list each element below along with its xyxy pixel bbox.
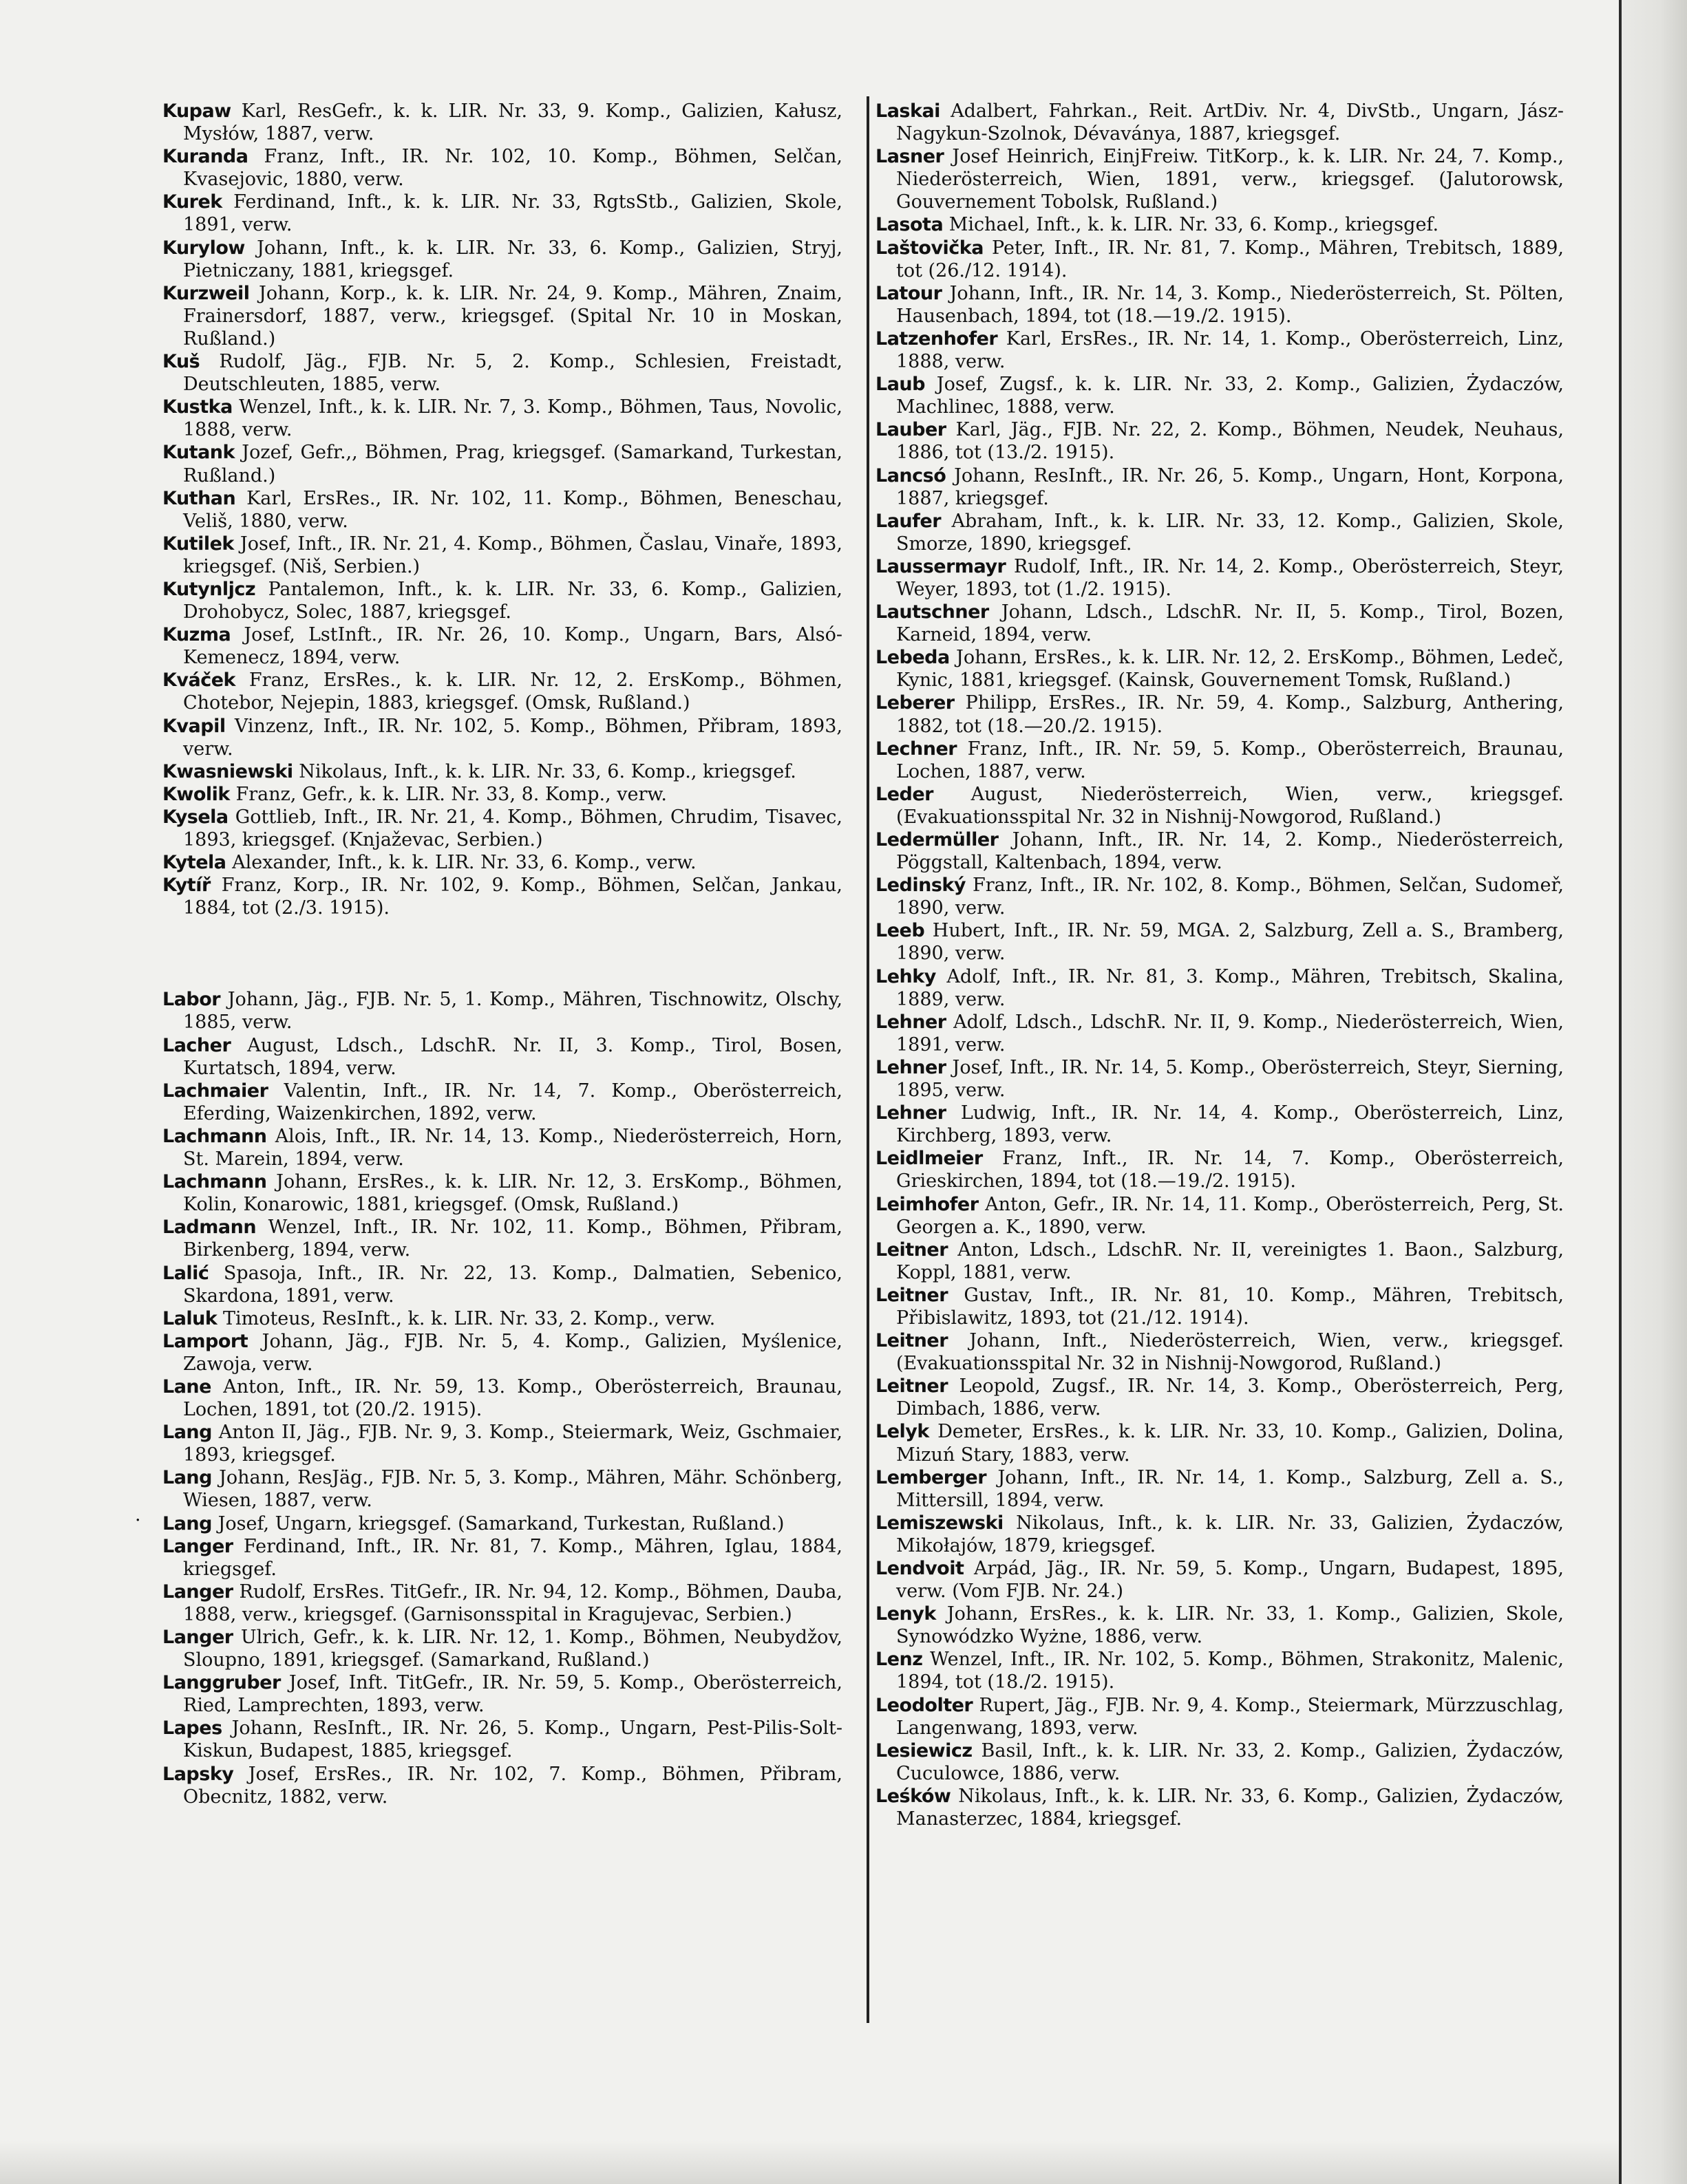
- entry-details: Adolf, Ldsch., LdschR. Nr. II, 9. Komp., Niederösterreich, Wien, 1891, verw.: [896, 1011, 1564, 1056]
- entry-surname: Laussermayr: [876, 555, 1006, 577]
- list-entry: [876, 1603, 1564, 1648]
- entry-details: Arpád, Jäg., IR. Nr. 59, 5. Komp., Ungarn, Budapest, 1895, verw. (Vom FJB. Nr. 24.): [896, 1558, 1564, 1603]
- entry-details: Wenzel, Inft., IR. Nr. 102, 11. Komp., Böhmen, Přibram, Birkenberg, 1894, verw.: [183, 1217, 842, 1261]
- list-entry: [876, 601, 1564, 646]
- list-entry: [876, 213, 1564, 236]
- entry-details: Rudolf, ErsRes. TitGefr., IR. Nr. 94, 12. Komp., Böhmen, Dauba, 1888, verw., kriegsgef. (Garnisonsspital in Kragujevac, Serbien.): [183, 1581, 842, 1625]
- list-entry: [876, 1284, 1564, 1329]
- entry-surname: Lehner: [876, 1011, 946, 1033]
- entry-details: Franz, Inft., IR. Nr. 59, 5. Komp., Oberösterreich, Braunau, Lochen, 1887, verw.: [896, 738, 1564, 782]
- entry-surname: Lang: [162, 1467, 212, 1489]
- list-entry: [876, 1329, 1564, 1375]
- list-entry: [876, 646, 1564, 692]
- entry-surname: Leitner: [876, 1284, 948, 1306]
- entry-surname: Lamport: [162, 1330, 248, 1352]
- list-entry: [162, 851, 842, 874]
- list-entry: [162, 1375, 842, 1421]
- entry-surname: Leitner: [876, 1239, 948, 1261]
- entry-details: Adalbert, Fahrkan., Reit. ArtDiv. Nr. 4, DivStb., Ungarn, Jász-Nagykun-Szolnok, Dévaványa, 1887, kriegsgef.: [896, 100, 1564, 145]
- entry-surname: Kysela: [162, 806, 229, 828]
- page-edge-right: [1619, 0, 1687, 2184]
- entry-surname: Laluk: [162, 1307, 217, 1329]
- entry-details: Johann, Inft., IR. Nr. 14, 3. Komp., Niederösterreich, St. Pölten, Hausenbach, 1894, tot (18.—19./2. 1915).: [896, 282, 1564, 327]
- entries-right-list: [876, 100, 1564, 1830]
- list-entry: [876, 1193, 1564, 1239]
- entry-details: Philipp, ErsRes., IR. Nr. 59, 4. Komp., Salzburg, Anthering, 1882, tot (18.—20./2. 1915).: [896, 692, 1564, 737]
- margin-mark: ·: [135, 1510, 141, 1531]
- entry-details: Adolf, Inft., IR. Nr. 81, 3. Komp., Mähren, Trebitsch, Skalina, 1889, verw.: [896, 965, 1564, 1010]
- entry-details: Anton, Inft., IR. Nr. 59, 13. Komp., Oberösterreich, Braunau, Lochen, 1891, tot (20./2. 1915).: [183, 1375, 842, 1421]
- entry-details: Ludwig, Inft., IR. Nr. 14, 4. Komp., Oberösterreich, Linz, Kirchberg, 1893, verw.: [896, 1102, 1564, 1147]
- entry-details: Ulrich, Gefr., k. k. LIR. Nr. 12, 1. Komp., Böhmen, Neubydžov, Sloupno, 1891, kriegsgef. (Samarkand, Rußland.): [183, 1627, 842, 1671]
- list-entry: [876, 874, 1564, 919]
- list-entry: [876, 783, 1564, 828]
- list-entry: [876, 1102, 1564, 1147]
- entry-surname: Lelyk: [876, 1421, 929, 1443]
- list-entry: [876, 965, 1564, 1011]
- entry-surname: Leidlmeier: [876, 1148, 983, 1170]
- entry-surname: Langer: [162, 1535, 233, 1557]
- entry-surname: Lehner: [876, 1102, 946, 1124]
- list-entry: [162, 1581, 842, 1626]
- entry-details: August, Niederösterreich, Wien, verw., kriegsgef. (Evakuationsspital Nr. 32 in Nishnij-Nowgorod, Rußland.): [896, 783, 1564, 828]
- entry-surname: Lemberger: [876, 1466, 987, 1488]
- entry-details: Franz, Inft., IR. Nr. 14, 7. Komp., Oberösterreich, Grieskirchen, 1894, tot (18.—19./2. 1915).: [896, 1148, 1564, 1192]
- entry-surname: Lesiewicz: [876, 1739, 973, 1762]
- list-entry: [876, 1375, 1564, 1420]
- entry-surname: Kurylow: [162, 237, 245, 259]
- entry-surname: Kwolik: [162, 783, 230, 805]
- entry-surname: Kytela: [162, 852, 226, 874]
- entry-surname: Kustka: [162, 396, 233, 418]
- list-entry: [876, 1147, 1564, 1192]
- list-entry: [162, 715, 842, 760]
- list-entry: [876, 282, 1564, 328]
- list-entry: [876, 1239, 1564, 1284]
- entry-surname: Lendvoit: [876, 1558, 964, 1579]
- list-entry: [162, 623, 842, 669]
- list-entry: [876, 145, 1564, 213]
- entry-surname: Ledermüller: [876, 829, 999, 850]
- list-entry: [162, 100, 842, 145]
- list-entry: [876, 1420, 1564, 1466]
- list-entry: [162, 1307, 842, 1330]
- entry-details: Leopold, Zugsf., IR. Nr. 14, 3. Komp., Oberösterreich, Perg, Dimbach, 1886, verw.: [896, 1375, 1564, 1420]
- left-column: [162, 100, 842, 1808]
- entry-details: Johann, Jäg., FJB. Nr. 5, 1. Komp., Mähren, Tischnowitz, Olschy, 1885, verw.: [183, 989, 842, 1034]
- list-entry: [876, 828, 1564, 874]
- column-divider: [867, 96, 869, 2023]
- entry-details: Karl, ResGefr., k. k. LIR. Nr. 33, 9. Komp., Galizien, Kałusz, Mysłów, 1887, verw.: [183, 100, 842, 145]
- entry-surname: Lebeda: [876, 647, 950, 669]
- list-entry: [162, 1034, 842, 1080]
- entry-details: Johann, ResInft., IR. Nr. 26, 5. Komp., Ungarn, Pest-Pilis-Solt-Kiskun, Budapest, 1885, kriegsgef.: [183, 1717, 842, 1762]
- page-edge-bottom: [0, 2140, 1619, 2184]
- right-column: [876, 100, 1564, 1830]
- list-entry: [162, 191, 842, 236]
- list-entry: [162, 1671, 842, 1717]
- entry-surname: Kuthan: [162, 487, 236, 509]
- entry-details: Valentin, Inft., IR. Nr. 14, 7. Komp., Oberösterreich, Eferding, Waizenkirchen, 1892, verw.: [183, 1080, 842, 1124]
- list-entry: [876, 738, 1564, 783]
- entry-surname: Kuš: [162, 351, 200, 373]
- list-entry: [162, 145, 842, 191]
- entry-details: Peter, Inft., IR. Nr. 81, 7. Komp., Mähren, Trebitsch, 1889, tot (26./12. 1914).: [896, 237, 1564, 281]
- entry-details: Anton, Gefr., IR. Nr. 14, 11. Komp., Oberösterreich, Perg, St. Georgen a. K., 1890, verw.: [896, 1193, 1564, 1238]
- entry-surname: Leodolter: [876, 1694, 973, 1716]
- list-entry: [876, 1466, 1564, 1512]
- list-entry: [162, 1763, 842, 1808]
- list-entry: [876, 919, 1564, 965]
- list-entry: [162, 806, 842, 851]
- entry-details: Karl, ErsRes., IR. Nr. 14, 1. Komp., Oberösterreich, Linz, 1888, verw.: [896, 328, 1564, 373]
- entry-surname: Lautschner: [876, 601, 989, 623]
- entry-details: Johann, Inft., IR. Nr. 14, 2. Komp., Niederösterreich, Pöggstall, Kaltenbach, 1894, verw.: [896, 829, 1564, 874]
- list-entry: [162, 578, 842, 623]
- entry-details: Anton II, Jäg., FJB. Nr. 9, 3. Komp., Steiermark, Weiz, Gschmaier, 1893, kriegsgef.: [183, 1422, 842, 1466]
- list-entry: [162, 669, 842, 714]
- entry-details: Nikolaus, Inft., k. k. LIR. Nr. 33, 6. Komp., kriegsgef.: [293, 760, 796, 782]
- entry-surname: Kupaw: [162, 100, 231, 122]
- entry-details: Rudolf, Jäg., FJB. Nr. 5, 2. Komp., Schlesien, Freistadt, Deutschleuten, 1885, verw.: [183, 351, 842, 396]
- list-entry: [876, 555, 1564, 601]
- list-entry: [876, 328, 1564, 373]
- entry-surname: Lehner: [876, 1056, 946, 1078]
- entry-surname: Leitner: [876, 1330, 948, 1352]
- entry-details: Johann, Jäg., FJB. Nr. 5, 4. Komp., Galizien, Myślenice, Zawoja, verw.: [183, 1330, 842, 1375]
- entry-surname: Kuzma: [162, 624, 231, 646]
- entry-details: Franz, Inft., IR. Nr. 102, 8. Komp., Böhmen, Selčan, Sudomeř, 1890, verw.: [896, 875, 1564, 919]
- list-entry: [876, 1557, 1564, 1603]
- entry-details: Demeter, ErsRes., k. k. LIR. Nr. 33, 10. Komp., Galizien, Dolina, Mizuń Stary, 1883, verw.: [896, 1421, 1564, 1466]
- list-entry: [876, 100, 1564, 145]
- entry-details: Franz, Inft., IR. Nr. 102, 10. Komp., Böhmen, Selčan, Kvasejovic, 1880, verw.: [183, 146, 842, 191]
- entry-details: Johann, Inft., Niederösterreich, Wien, verw., kriegsgef. (Evakuationsspital Nr. 32 in Nishnij-Nowgorod, Rußland.): [896, 1330, 1564, 1375]
- entry-surname: Lang: [162, 1422, 212, 1444]
- entry-surname: Lasota: [876, 214, 944, 236]
- entry-surname: Latzenhofer: [876, 328, 998, 350]
- list-entry: [162, 1535, 842, 1581]
- entry-details: Johann, Korp., k. k. LIR. Nr. 24, 9. Komp., Mähren, Znaim, Frainersdorf, 1887, verw., kriegsgef. (Spital Nr. 10 in Moskan, Rußland.): [183, 282, 842, 350]
- list-entry: [876, 692, 1564, 737]
- entry-details: Rudolf, Inft., IR. Nr. 14, 2. Komp., Oberösterreich, Steyr, Weyer, 1893, tot (1./2. 1915).: [896, 555, 1564, 600]
- list-entry: [162, 350, 842, 396]
- entry-details: Basil, Inft., k. k. LIR. Nr. 33, 2. Komp., Galizien, Żydaczów, Cuculowce, 1886, verw.: [896, 1739, 1564, 1784]
- entry-surname: Leberer: [876, 692, 955, 714]
- entry-details: Jozef, Gefr.,, Böhmen, Prag, kriegsgef. (Samarkand, Turkestan, Rußland.): [183, 442, 842, 486]
- list-entry: [162, 1125, 842, 1170]
- entry-details: Johann, Ldsch., LdschR. Nr. II, 5. Komp., Tirol, Bozen, Karneid, 1894, verw.: [896, 601, 1564, 646]
- entry-surname: Lachmann: [162, 1125, 267, 1147]
- list-entry: [876, 1011, 1564, 1056]
- entries-k-list: [162, 100, 842, 919]
- entry-details: Johann, ErsRes., k. k. LIR. Nr. 12, 3. ErsKomp., Böhmen, Kolin, Konarowic, 1881, kriegsgef. (Omsk, Rußland.): [183, 1171, 842, 1216]
- entry-details: Pantalemon, Inft., k. k. LIR. Nr. 33, 6. Komp., Galizien, Drohobycz, Solec, 1887, kriegsgef.: [183, 578, 842, 623]
- list-entry: [876, 237, 1564, 282]
- entry-surname: Laub: [876, 374, 925, 396]
- entry-surname: Leder: [876, 783, 933, 805]
- list-entry: [162, 1330, 842, 1375]
- entry-details: Josef, Ungarn, kriegsgef. (Samarkand, Turkestan, Rußland.): [211, 1512, 785, 1534]
- entry-details: Josef, LstInft., IR. Nr. 26, 10. Komp., Ungarn, Bars, Alsó-Kemenecz, 1894, verw.: [183, 624, 842, 669]
- entry-details: Johann, ResInft., IR. Nr. 26, 5. Komp., Ungarn, Hont, Korpona, 1887, kriegsgef.: [896, 464, 1564, 509]
- entry-surname: Lane: [162, 1375, 211, 1398]
- list-entry: [162, 396, 842, 441]
- entry-surname: Leeb: [876, 920, 925, 942]
- entry-surname: Leitner: [876, 1375, 948, 1398]
- entry-details: Johann, ErsRes., k. k. LIR. Nr. 12, 2. ErsKomp., Böhmen, Ledeč, Kynic, 1881, kriegsgef. (Kainsk, Gouvernement Tomsk, Rußland.): [896, 647, 1564, 692]
- entry-details: Wenzel, Inft., IR. Nr. 102, 5. Komp., Böhmen, Strakonitz, Malenic, 1894, tot (18./2. 1915).: [896, 1649, 1564, 1693]
- entry-details: Nikolaus, Inft., k. k. LIR. Nr. 33, 6. Komp., Galizien, Żydaczów, Manasterzec, 1884, kriegsgef.: [896, 1785, 1564, 1830]
- entry-surname: Ledinský: [876, 875, 966, 897]
- entry-details: Karl, ErsRes., IR. Nr. 102, 11. Komp., Böhmen, Beneschau, Veliš, 1880, verw.: [183, 487, 842, 532]
- entry-surname: Kutilek: [162, 533, 234, 555]
- list-entry: [876, 1056, 1564, 1102]
- list-entry: [162, 874, 842, 919]
- entry-surname: Lasner: [876, 146, 944, 168]
- entry-details: Johann, ErsRes., k. k. LIR. Nr. 33, 1. Komp., Galizien, Skole, Synowódzko Wyżne, 1886, verw.: [896, 1603, 1564, 1648]
- entry-details: Franz, ErsRes., k. k. LIR. Nr. 12, 2. ErsKomp., Böhmen, Chotebor, Nejepin, 1883, kriegsgef. (Omsk, Rußland.): [183, 670, 842, 714]
- entry-surname: Kutynljcz: [162, 578, 256, 600]
- entry-details: Timoteus, ResInft., k. k. LIR. Nr. 33, 2. Komp., verw.: [217, 1307, 716, 1329]
- entry-details: Johann, ResJäg., FJB. Nr. 5, 3. Komp., Mähren, Mähr. Schönberg, Wiesen, 1887, verw.: [183, 1467, 842, 1512]
- entry-details: Gustav, Inft., IR. Nr. 81, 10. Komp., Mähren, Trebitsch, Přibislawitz, 1893, tot (21./12. 1914).: [896, 1284, 1564, 1329]
- entry-details: Josef, ErsRes., IR. Nr. 102, 7. Komp., Böhmen, Přibram, Obecnitz, 1882, verw.: [183, 1763, 842, 1808]
- list-entry: [162, 1421, 842, 1466]
- list-entry: [876, 1648, 1564, 1693]
- entry-surname: Lacher: [162, 1034, 231, 1056]
- entry-details: Nikolaus, Inft., k. k. LIR. Nr. 33, Galizien, Żydaczów, Mikołajów, 1879, kriegsgef.: [896, 1512, 1564, 1556]
- list-entry: [876, 1785, 1564, 1830]
- list-entry: [876, 418, 1564, 464]
- list-entry: [162, 760, 842, 783]
- entry-details: Karl, Jäg., FJB. Nr. 22, 2. Komp., Böhmen, Neudek, Neuhaus, 1886, tot (13./2. 1915).: [896, 419, 1564, 464]
- entry-surname: Kurzweil: [162, 282, 250, 304]
- entry-details: Josef, Inft., IR. Nr. 14, 5. Komp., Oberösterreich, Steyr, Sierning, 1895, verw.: [896, 1056, 1564, 1102]
- entry-details: Josef, Zugsf., k. k. LIR. Nr. 33, 2. Komp., Galizien, Żydaczów, Machlinec, 1888, verw.: [896, 374, 1564, 418]
- list-entry: [876, 1739, 1564, 1785]
- entry-surname: Lenyk: [876, 1603, 936, 1625]
- entry-details: Franz, Gefr., k. k. LIR. Nr. 33, 8. Komp., verw.: [229, 783, 667, 805]
- entry-surname: Leśków: [876, 1785, 951, 1807]
- entry-surname: Lapsky: [162, 1763, 234, 1785]
- entry-surname: Lechner: [876, 738, 957, 760]
- entry-details: Franz, Korp., IR. Nr. 102, 9. Komp., Böhmen, Selčan, Jankau, 1884, tot (2./3. 1915).: [183, 875, 842, 919]
- entry-details: August, Ldsch., LdschR. Nr. II, 3. Komp., Tirol, Bosen, Kurtatsch, 1894, verw.: [183, 1034, 842, 1079]
- entry-surname: Kvapil: [162, 715, 226, 737]
- entry-surname: Lalić: [162, 1262, 209, 1284]
- entry-surname: Leimhofer: [876, 1193, 979, 1215]
- entry-surname: Lemiszewski: [876, 1512, 1004, 1534]
- list-entry: [162, 237, 842, 282]
- entry-details: Rupert, Jäg., FJB. Nr. 9, 4. Komp., Steiermark, Mürzzuschlag, Langenwang, 1893, verw.: [896, 1694, 1564, 1739]
- entry-details: Josef, Inft., IR. Nr. 21, 4. Komp., Böhmen, Časlau, Vinaře, 1893, kriegsgef. (Niš, Serbien.): [183, 533, 842, 577]
- entry-surname: Langer: [162, 1581, 233, 1603]
- entry-surname: Lehky: [876, 965, 936, 987]
- list-entry: [876, 1512, 1564, 1557]
- entry-surname: Lachmann: [162, 1171, 267, 1193]
- list-entry: [162, 282, 842, 350]
- entry-details: Michael, Inft., k. k. LIR. Nr. 33, 6. Komp., kriegsgef.: [943, 214, 1439, 236]
- entry-details: Alois, Inft., IR. Nr. 14, 13. Komp., Niederösterreich, Horn, St. Marein, 1894, verw.: [183, 1125, 842, 1170]
- list-entry: [162, 1626, 842, 1671]
- list-entry: [162, 1717, 842, 1762]
- list-entry: [162, 1170, 842, 1216]
- list-entry: [162, 1080, 842, 1125]
- entry-surname: Laufer: [876, 510, 942, 532]
- entry-surname: Kuranda: [162, 146, 248, 168]
- entry-surname: Laštovička: [876, 237, 984, 259]
- entries-l-list: [162, 988, 842, 1808]
- entry-details: Gottlieb, Inft., IR. Nr. 21, 4. Komp., Böhmen, Chrudim, Tisavec, 1893, kriegsgef. (Knjaževac, Serbien.): [183, 806, 842, 850]
- entry-details: Vinzenz, Inft., IR. Nr. 102, 5. Komp., Böhmen, Přibram, 1893, verw.: [183, 715, 842, 760]
- list-entry: [162, 441, 842, 486]
- entry-surname: Kurek: [162, 191, 222, 213]
- list-entry: [876, 1694, 1564, 1739]
- entry-details: Josef, Inft. TitGefr., IR. Nr. 59, 5. Komp., Oberösterreich, Ried, Lamprechten, 1893, verw.: [183, 1672, 842, 1717]
- entry-details: Wenzel, Inft., k. k. LIR. Nr. 7, 3. Komp., Böhmen, Taus, Novolic, 1888, verw.: [183, 396, 842, 441]
- entry-details: Ferdinand, Inft., IR. Nr. 81, 7. Komp., Mähren, Iglau, 1884, kriegsgef.: [183, 1535, 842, 1580]
- entry-details: Alexander, Inft., k. k. LIR. Nr. 33, 6. Komp., verw.: [226, 852, 697, 874]
- list-entry: [162, 988, 842, 1034]
- list-entry: [162, 533, 842, 578]
- list-entry: [876, 464, 1564, 510]
- entry-surname: Lauber: [876, 419, 946, 441]
- entry-surname: Langer: [162, 1627, 233, 1648]
- entry-surname: Kváček: [162, 670, 236, 692]
- entry-details: Johann, Inft., k. k. LIR. Nr. 33, 6. Komp., Galizien, Stryj, Pietniczany, 1881, kriegsgef.: [183, 237, 842, 281]
- list-entry: [162, 1512, 842, 1535]
- list-entry: [162, 1262, 842, 1307]
- list-entry: [162, 1466, 842, 1512]
- entry-surname: Lenz: [876, 1649, 923, 1671]
- entry-details: Abraham, Inft., k. k. LIR. Nr. 33, 12. Komp., Galizien, Skole, Smorze, 1890, kriegsgef.: [896, 510, 1564, 555]
- entry-details: Spasoja, Inft., IR. Nr. 22, 13. Komp., Dalmatien, Sebenico, Skardona, 1891, verw.: [183, 1262, 842, 1307]
- entry-surname: Kwasniewski: [162, 760, 293, 782]
- entry-surname: Laskai: [876, 100, 940, 122]
- entry-surname: Kutank: [162, 442, 235, 464]
- list-entry: [876, 373, 1564, 418]
- entry-surname: Labor: [162, 989, 221, 1011]
- section-gap: [162, 919, 842, 988]
- entry-surname: Lapes: [162, 1717, 222, 1739]
- entry-surname: Ladmann: [162, 1217, 257, 1239]
- list-entry: [162, 487, 842, 533]
- entry-details: Josef Heinrich, EinjFreiw. TitKorp., k. k. LIR. Nr. 24, 7. Komp., Niederösterreich, Wien, 1891, verw., kriegsgef. (Jalutorowsk, Gouvernement Tobolsk, Rußland.): [896, 146, 1564, 213]
- list-entry: [162, 1216, 842, 1261]
- entry-surname: Lachmaier: [162, 1080, 268, 1102]
- entry-surname: Langgruber: [162, 1672, 281, 1694]
- list-entry: [876, 510, 1564, 555]
- entry-details: Anton, Ldsch., LdschR. Nr. II, vereinigtes 1. Baon., Salzburg, Koppl, 1881, verw.: [896, 1239, 1564, 1283]
- entry-surname: Latour: [876, 282, 942, 304]
- entry-surname: Kytíř: [162, 875, 211, 897]
- list-entry: [162, 783, 842, 806]
- entry-details: Hubert, Inft., IR. Nr. 59, MGA. 2, Salzburg, Zell a. S., Bramberg, 1890, verw.: [896, 920, 1564, 965]
- entry-surname: Lang: [162, 1512, 212, 1534]
- entry-details: Ferdinand, Inft., k. k. LIR. Nr. 33, RgtsStb., Galizien, Skole, 1891, verw.: [183, 191, 842, 236]
- entry-surname: Lancsó: [876, 464, 946, 486]
- entry-details: Johann, Inft., IR. Nr. 14, 1. Komp., Salzburg, Zell a. S., Mittersill, 1894, verw.: [896, 1466, 1564, 1511]
